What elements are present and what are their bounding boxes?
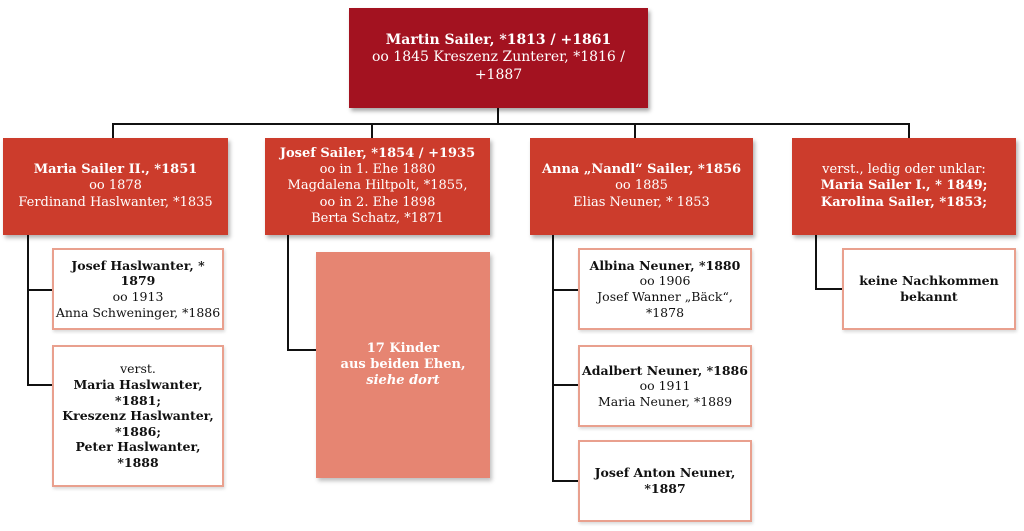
parent-node-anna (530, 138, 753, 235)
child-spouse: Maria Neuner, *1889 (597, 393, 733, 409)
branch4-vertical (815, 235, 817, 289)
branch1-vertical (27, 235, 29, 385)
branch2-h1 (287, 349, 316, 351)
child-line: Peter Haslwanter, (75, 439, 201, 455)
parent-name: Anna „Nandl“ Sailer, *1856 (541, 162, 742, 178)
child-spouse-birth: *1878 (645, 304, 685, 320)
root-node (349, 8, 648, 108)
parent-spouse: Elias Neuner, * 1853 (573, 194, 710, 210)
branch3-h1 (552, 289, 578, 291)
connector-parent-2 (371, 123, 373, 139)
child-name: Adalbert Neuner, *1886 (582, 362, 748, 378)
parent-marriage: oo 1878 (89, 178, 142, 194)
child-marriage: oo 1911 (639, 378, 691, 394)
branch3-vertical (552, 235, 554, 482)
parent-node-deceased (792, 138, 1016, 235)
child-reference: siehe dort (366, 373, 440, 389)
child-node-haslwanter-deceased (52, 345, 224, 487)
branch2-vertical (287, 235, 289, 351)
parent-spouse-2: Berta Schatz, *1871 (311, 210, 444, 226)
child-node-josef-haslwanter (52, 248, 224, 330)
child-node-adalbert-neuner (578, 345, 752, 427)
parent-name: Josef Sailer, *1854 / +1935 (279, 145, 476, 161)
child-name: Albina Neuner, *1880 (589, 257, 741, 273)
branch1-h2 (27, 384, 52, 386)
parent-intro: verst., ledig oder unklar: (822, 162, 986, 178)
child-node-sailer-kinder (316, 252, 490, 478)
child-line: Josef Anton Neuner, (594, 465, 736, 481)
child-node-albina-neuner (578, 248, 752, 330)
root-connector (497, 108, 499, 124)
child-line: *1881; (115, 392, 161, 408)
connector-parent-1 (112, 123, 114, 139)
parent-spouse-1: Magdalena Hiltpolt, *1855, (287, 178, 468, 194)
child-node-keine-nachkommen (842, 248, 1016, 330)
parent-marriage: oo 1885 (615, 178, 668, 194)
child-line: Maria Haslwanter, (73, 376, 203, 392)
child-line: bekannt (900, 289, 958, 304)
child-line: *1888 (117, 455, 159, 471)
parent-name-1: Maria Sailer I., * 1849; (820, 178, 988, 194)
child-marriage: oo 1906 (639, 273, 691, 289)
parent-name: Maria Sailer II., *1851 (33, 162, 198, 178)
child-line: aus beiden Ehen, (340, 356, 466, 372)
child-line: Kreszenz Haslwanter, (62, 408, 214, 424)
parent-node-maria-ii (3, 138, 228, 235)
child-marriage: oo 1913 (112, 289, 164, 304)
connector-parent-4 (908, 123, 910, 139)
connector-parent-3 (634, 123, 636, 139)
child-line: 17 Kinder (366, 340, 440, 356)
child-node-josef-anton-neuner (578, 440, 752, 522)
child-intro: verst. (120, 361, 156, 377)
branch3-h2 (552, 384, 578, 386)
parent-marriage-2: oo in 2. Ehe 1898 (319, 194, 436, 210)
parent-marriage-1: oo in 1. Ehe 1880 (319, 162, 436, 178)
child-spouse: Josef Wanner „Bäck“, (597, 289, 733, 304)
parent-node-josef (265, 138, 490, 235)
branch1-h1 (27, 289, 52, 291)
child-line: keine Nachkommen (859, 273, 999, 289)
sibling-bar (112, 123, 910, 125)
root-spouse: oo 1845 Kreszenz Zunterer, *1816 / +1887 (371, 49, 625, 83)
branch4-h1 (815, 288, 842, 290)
child-line: *1887 (644, 481, 686, 496)
child-name: Josef Haslwanter, * 1879 (71, 257, 205, 289)
root-name: Martin Sailer, *1813 / +1861 (385, 31, 612, 48)
parent-spouse: Ferdinand Haslwanter, *1835 (18, 194, 213, 210)
branch3-h3 (552, 480, 578, 482)
child-spouse: Anna Schweninger, *1886 (55, 304, 221, 320)
parent-name-2: Karolina Sailer, *1853; (820, 194, 988, 210)
child-line: *1886; (115, 423, 161, 439)
